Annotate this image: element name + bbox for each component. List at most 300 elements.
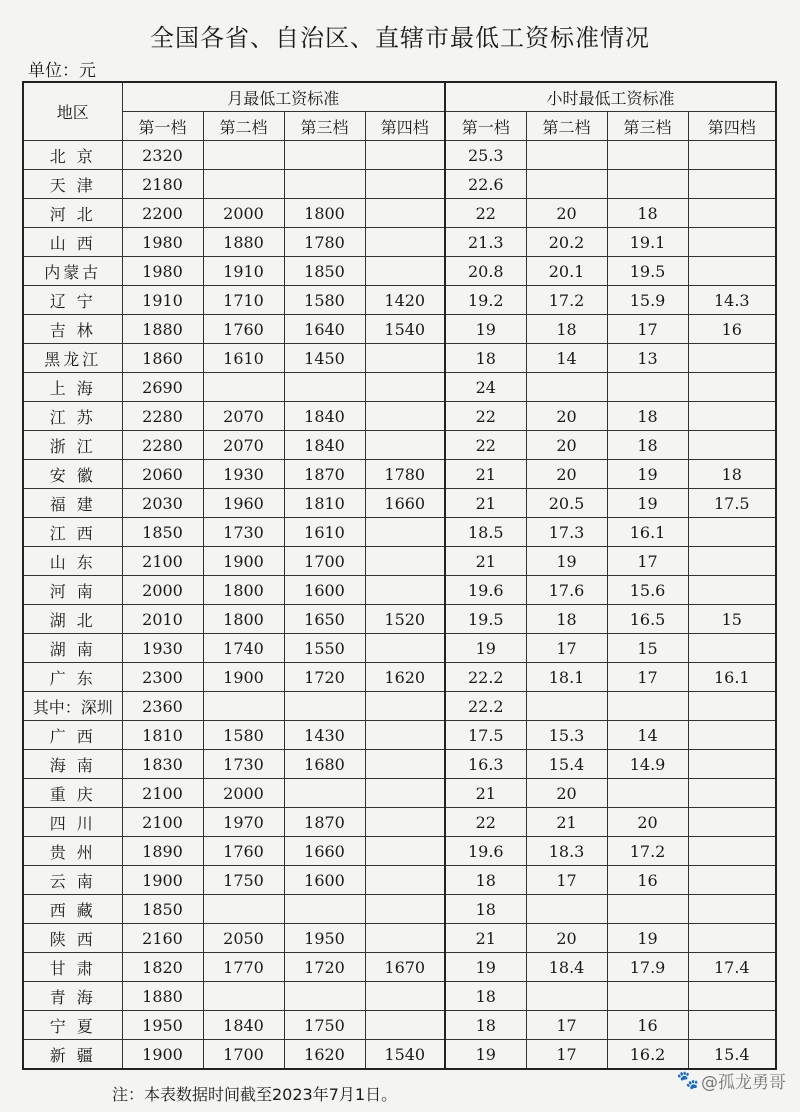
monthly-wage-cell (284, 141, 365, 170)
table-row (23, 460, 776, 489)
hourly-wage-cell: 19.6 (445, 576, 526, 605)
table-row (23, 692, 776, 721)
hourly-wage-cell: 19.5 (445, 605, 526, 634)
hourly-wage-cell (688, 141, 776, 170)
hourly-tier-header: 第二档 (526, 112, 607, 141)
monthly-wage-cell (365, 982, 445, 1011)
region-cell: 浙 江 (23, 431, 122, 460)
monthly-wage-cell: 2200 (122, 199, 203, 228)
monthly-wage-cell (365, 518, 445, 547)
monthly-wage-cell: 1730 (203, 750, 284, 779)
region-cell: 青 海 (23, 982, 122, 1011)
hourly-wage-cell: 19.6 (445, 837, 526, 866)
hourly-wage-cell (688, 982, 776, 1011)
monthly-wage-cell: 1730 (203, 518, 284, 547)
monthly-wage-cell: 1520 (365, 605, 445, 634)
hourly-wage-cell: 15.4 (526, 750, 607, 779)
hourly-wage-cell: 20.8 (445, 257, 526, 286)
hourly-wage-cell (688, 866, 776, 895)
hourly-wage-cell: 19 (445, 1040, 526, 1070)
monthly-wage-cell: 1840 (284, 402, 365, 431)
region-cell: 宁 夏 (23, 1011, 122, 1040)
monthly-wage-cell: 1910 (122, 286, 203, 315)
table-row (23, 518, 776, 547)
region-cell: 广 西 (23, 721, 122, 750)
monthly-wage-cell: 1880 (122, 982, 203, 1011)
region-cell: 安 徽 (23, 460, 122, 489)
monthly-wage-cell: 1660 (284, 837, 365, 866)
hourly-wage-cell: 20 (526, 460, 607, 489)
region-cell: 陕 西 (23, 924, 122, 953)
monthly-header: 月最低工资标准 (122, 82, 445, 112)
table-row (23, 750, 776, 779)
hourly-wage-cell: 18 (445, 982, 526, 1011)
monthly-wage-cell (365, 808, 445, 837)
hourly-wage-cell (607, 141, 688, 170)
monthly-wage-cell: 1800 (284, 199, 365, 228)
table-row (23, 547, 776, 576)
table-row (23, 721, 776, 750)
table-row (23, 837, 776, 866)
monthly-wage-cell: 1620 (284, 1040, 365, 1070)
region-cell: 北 京 (23, 141, 122, 170)
monthly-wage-cell (284, 170, 365, 199)
hourly-tier-header: 第一档 (445, 112, 526, 141)
monthly-wage-cell: 1970 (203, 808, 284, 837)
hourly-wage-cell (688, 895, 776, 924)
monthly-wage-cell: 1950 (122, 1011, 203, 1040)
hourly-wage-cell (607, 170, 688, 199)
hourly-wage-cell: 17 (607, 315, 688, 344)
monthly-wage-cell: 1760 (203, 837, 284, 866)
hourly-wage-cell: 17 (607, 663, 688, 692)
monthly-wage-cell (365, 402, 445, 431)
hourly-wage-cell (688, 634, 776, 663)
monthly-wage-cell (365, 1011, 445, 1040)
monthly-wage-cell: 1780 (365, 460, 445, 489)
monthly-wage-cell: 1930 (122, 634, 203, 663)
monthly-wage-cell: 2070 (203, 431, 284, 460)
monthly-wage-cell: 1640 (284, 315, 365, 344)
region-cell: 江 西 (23, 518, 122, 547)
monthly-wage-cell: 2010 (122, 605, 203, 634)
monthly-wage-cell (365, 431, 445, 460)
monthly-wage-cell (203, 982, 284, 1011)
hourly-wage-cell: 20.5 (526, 489, 607, 518)
hourly-wage-cell: 19 (607, 460, 688, 489)
monthly-wage-cell (365, 170, 445, 199)
hourly-wage-cell (688, 576, 776, 605)
monthly-wage-cell: 1840 (203, 1011, 284, 1040)
hourly-wage-cell: 16 (688, 315, 776, 344)
hourly-wage-cell: 15 (688, 605, 776, 634)
hourly-wage-cell: 19.1 (607, 228, 688, 257)
hourly-wage-cell: 20 (526, 779, 607, 808)
monthly-wage-cell: 1820 (122, 953, 203, 982)
hourly-wage-cell (526, 982, 607, 1011)
monthly-wage-cell: 2030 (122, 489, 203, 518)
region-cell: 天 津 (23, 170, 122, 199)
monthly-wage-cell: 2100 (122, 779, 203, 808)
monthly-wage-cell: 1800 (203, 576, 284, 605)
hourly-wage-cell (688, 692, 776, 721)
hourly-wage-cell: 18 (607, 199, 688, 228)
monthly-wage-cell: 1600 (284, 576, 365, 605)
hourly-wage-cell: 16 (607, 1011, 688, 1040)
monthly-wage-cell: 1910 (203, 257, 284, 286)
hourly-wage-cell: 19.5 (607, 257, 688, 286)
monthly-wage-cell: 1880 (203, 228, 284, 257)
hourly-wage-cell: 18.5 (445, 518, 526, 547)
monthly-wage-cell: 1700 (203, 1040, 284, 1070)
hourly-wage-cell: 17 (526, 1040, 607, 1070)
monthly-wage-cell: 1670 (365, 953, 445, 982)
region-header: 地区 (23, 82, 122, 141)
monthly-tier-header: 第一档 (122, 112, 203, 141)
hourly-wage-cell (526, 141, 607, 170)
hourly-wage-cell (526, 692, 607, 721)
monthly-wage-cell (203, 373, 284, 402)
hourly-wage-cell: 20 (526, 924, 607, 953)
hourly-wage-cell: 17 (526, 866, 607, 895)
hourly-wage-cell: 17.2 (607, 837, 688, 866)
hourly-wage-cell: 18 (445, 344, 526, 373)
hourly-wage-cell: 17.5 (445, 721, 526, 750)
hourly-wage-cell (688, 721, 776, 750)
hourly-wage-cell: 15.9 (607, 286, 688, 315)
table-row (23, 953, 776, 982)
monthly-wage-cell (365, 692, 445, 721)
monthly-wage-cell: 1980 (122, 257, 203, 286)
monthly-wage-cell (365, 373, 445, 402)
header-row-groups (23, 82, 776, 112)
hourly-wage-cell: 15.3 (526, 721, 607, 750)
hourly-wage-cell (688, 750, 776, 779)
monthly-wage-cell: 1610 (284, 518, 365, 547)
hourly-wage-cell: 19 (607, 489, 688, 518)
region-cell: 辽 宁 (23, 286, 122, 315)
hourly-wage-cell: 18.1 (526, 663, 607, 692)
table-row (23, 170, 776, 199)
hourly-wage-cell: 13 (607, 344, 688, 373)
table-row (23, 373, 776, 402)
table-row (23, 779, 776, 808)
region-cell: 重 庆 (23, 779, 122, 808)
monthly-wage-cell: 1420 (365, 286, 445, 315)
monthly-wage-cell: 2060 (122, 460, 203, 489)
hourly-wage-cell: 18.3 (526, 837, 607, 866)
region-cell: 河 南 (23, 576, 122, 605)
hourly-wage-cell: 21 (445, 460, 526, 489)
hourly-wage-cell: 18.4 (526, 953, 607, 982)
hourly-wage-cell: 20 (526, 431, 607, 460)
hourly-wage-cell (607, 895, 688, 924)
hourly-wage-cell (688, 431, 776, 460)
monthly-wage-cell: 1900 (122, 1040, 203, 1070)
monthly-wage-cell: 1720 (284, 953, 365, 982)
monthly-tier-header: 第四档 (365, 112, 445, 141)
monthly-wage-cell: 2100 (122, 547, 203, 576)
monthly-wage-cell: 1870 (284, 808, 365, 837)
hourly-wage-cell: 21.3 (445, 228, 526, 257)
monthly-wage-cell: 1680 (284, 750, 365, 779)
monthly-wage-cell (365, 779, 445, 808)
region-cell: 广 东 (23, 663, 122, 692)
hourly-wage-cell: 20.2 (526, 228, 607, 257)
hourly-wage-cell: 22.2 (445, 663, 526, 692)
hourly-wage-cell: 17.6 (526, 576, 607, 605)
region-cell: 云 南 (23, 866, 122, 895)
hourly-wage-cell: 17.3 (526, 518, 607, 547)
table-row (23, 402, 776, 431)
hourly-wage-cell: 15.4 (688, 1040, 776, 1070)
monthly-wage-cell: 1860 (122, 344, 203, 373)
hourly-wage-cell: 18 (607, 431, 688, 460)
hourly-wage-cell (688, 1011, 776, 1040)
monthly-wage-cell (365, 344, 445, 373)
hourly-wage-cell: 21 (445, 547, 526, 576)
hourly-wage-cell (607, 779, 688, 808)
hourly-wage-cell: 22 (445, 431, 526, 460)
hourly-wage-cell: 22 (445, 402, 526, 431)
monthly-wage-cell (284, 982, 365, 1011)
hourly-wage-cell: 17.9 (607, 953, 688, 982)
monthly-wage-cell: 1830 (122, 750, 203, 779)
monthly-wage-cell: 2000 (203, 199, 284, 228)
table-row (23, 1011, 776, 1040)
monthly-wage-cell: 1810 (122, 721, 203, 750)
monthly-wage-cell (365, 547, 445, 576)
monthly-wage-cell: 2360 (122, 692, 203, 721)
watermark (677, 1068, 786, 1093)
monthly-wage-cell: 1540 (365, 1040, 445, 1070)
hourly-wage-cell (688, 547, 776, 576)
table-row (23, 866, 776, 895)
monthly-wage-cell (365, 141, 445, 170)
monthly-wage-cell: 2000 (122, 576, 203, 605)
monthly-wage-cell: 1930 (203, 460, 284, 489)
monthly-wage-cell (284, 692, 365, 721)
hourly-tier-header: 第三档 (607, 112, 688, 141)
table-row (23, 808, 776, 837)
monthly-wage-cell: 1850 (122, 895, 203, 924)
monthly-wage-cell: 1580 (284, 286, 365, 315)
region-cell: 其中：深圳 (23, 692, 122, 721)
monthly-wage-cell: 2100 (122, 808, 203, 837)
monthly-wage-cell: 1450 (284, 344, 365, 373)
table-row (23, 199, 776, 228)
hourly-wage-cell (688, 257, 776, 286)
monthly-wage-cell (365, 721, 445, 750)
monthly-wage-cell: 2070 (203, 402, 284, 431)
monthly-wage-cell: 1800 (203, 605, 284, 634)
watermark-text: @孤龙勇哥 (701, 1073, 786, 1093)
monthly-wage-cell: 1880 (122, 315, 203, 344)
hourly-wage-cell: 19 (445, 953, 526, 982)
region-cell: 甘 肃 (23, 953, 122, 982)
monthly-wage-cell: 1810 (284, 489, 365, 518)
hourly-wage-cell (688, 779, 776, 808)
table-row (23, 489, 776, 518)
hourly-wage-cell: 15 (607, 634, 688, 663)
monthly-wage-cell: 1610 (203, 344, 284, 373)
hourly-tier-header: 第四档 (688, 112, 776, 141)
hourly-wage-cell: 25.3 (445, 141, 526, 170)
region-cell: 新 疆 (23, 1040, 122, 1070)
monthly-wage-cell: 1750 (284, 1011, 365, 1040)
hourly-wage-cell (607, 373, 688, 402)
table-row (23, 344, 776, 373)
monthly-wage-cell: 1720 (284, 663, 365, 692)
region-cell: 福 建 (23, 489, 122, 518)
hourly-wage-cell: 19 (445, 315, 526, 344)
hourly-wage-cell (526, 895, 607, 924)
region-cell: 河 北 (23, 199, 122, 228)
hourly-wage-cell: 19.2 (445, 286, 526, 315)
monthly-wage-cell: 2280 (122, 431, 203, 460)
table-row (23, 228, 776, 257)
monthly-wage-cell: 2280 (122, 402, 203, 431)
monthly-wage-cell: 1700 (284, 547, 365, 576)
hourly-header: 小时最低工资标准 (445, 82, 776, 112)
monthly-wage-cell (365, 837, 445, 866)
monthly-wage-cell: 1890 (122, 837, 203, 866)
hourly-wage-cell: 17 (526, 634, 607, 663)
minimum-wage-table (22, 81, 777, 1070)
monthly-wage-cell: 1960 (203, 489, 284, 518)
table-row (23, 286, 776, 315)
hourly-wage-cell: 18 (445, 895, 526, 924)
hourly-wage-cell: 18 (526, 315, 607, 344)
region-cell: 内蒙古 (23, 257, 122, 286)
table-row (23, 663, 776, 692)
monthly-wage-cell: 1770 (203, 953, 284, 982)
hourly-wage-cell: 19 (526, 547, 607, 576)
hourly-wage-cell: 20 (526, 402, 607, 431)
monthly-wage-cell: 1550 (284, 634, 365, 663)
footnote: 注：本表数据时间截至2023年7月1日。 (112, 1085, 398, 1104)
monthly-wage-cell: 1950 (284, 924, 365, 953)
monthly-wage-cell: 1600 (284, 866, 365, 895)
hourly-wage-cell (526, 373, 607, 402)
hourly-wage-cell: 21 (445, 779, 526, 808)
hourly-wage-cell (688, 924, 776, 953)
header-row-tiers (23, 112, 776, 141)
paw-logo-icon: 🐾 (676, 1070, 699, 1091)
hourly-wage-cell: 14.3 (688, 286, 776, 315)
page-title: 全国各省、自治区、直辖市最低工资标准情况 (150, 24, 650, 52)
monthly-wage-cell (365, 924, 445, 953)
hourly-wage-cell: 16.3 (445, 750, 526, 779)
region-cell: 吉 林 (23, 315, 122, 344)
monthly-wage-cell: 1900 (122, 866, 203, 895)
monthly-wage-cell: 1850 (284, 257, 365, 286)
hourly-wage-cell: 24 (445, 373, 526, 402)
hourly-wage-cell (607, 692, 688, 721)
monthly-wage-cell (365, 576, 445, 605)
region-cell: 贵 州 (23, 837, 122, 866)
hourly-wage-cell: 21 (445, 489, 526, 518)
region-cell: 江 苏 (23, 402, 122, 431)
monthly-tier-header: 第三档 (284, 112, 365, 141)
monthly-wage-cell (365, 257, 445, 286)
hourly-wage-cell (688, 170, 776, 199)
monthly-wage-cell: 2180 (122, 170, 203, 199)
region-cell: 海 南 (23, 750, 122, 779)
table-row (23, 1040, 776, 1070)
hourly-wage-cell: 14 (526, 344, 607, 373)
region-cell: 西 藏 (23, 895, 122, 924)
hourly-wage-cell: 22.6 (445, 170, 526, 199)
monthly-wage-cell: 2320 (122, 141, 203, 170)
monthly-wage-cell: 1850 (122, 518, 203, 547)
hourly-wage-cell: 21 (445, 924, 526, 953)
monthly-wage-cell: 1650 (284, 605, 365, 634)
region-cell: 黑龙江 (23, 344, 122, 373)
monthly-wage-cell (203, 895, 284, 924)
monthly-wage-cell (203, 692, 284, 721)
unit-label: 单位：元 (28, 61, 96, 81)
hourly-wage-cell: 19 (607, 924, 688, 953)
monthly-wage-cell: 2300 (122, 663, 203, 692)
monthly-wage-cell: 1980 (122, 228, 203, 257)
monthly-tier-header: 第二档 (203, 112, 284, 141)
hourly-wage-cell: 17.5 (688, 489, 776, 518)
hourly-wage-cell: 20 (607, 808, 688, 837)
table-row (23, 315, 776, 344)
monthly-wage-cell: 1710 (203, 286, 284, 315)
hourly-wage-cell: 15.6 (607, 576, 688, 605)
monthly-wage-cell: 2050 (203, 924, 284, 953)
table-row (23, 982, 776, 1011)
monthly-wage-cell (203, 170, 284, 199)
hourly-wage-cell (688, 837, 776, 866)
hourly-wage-cell: 22 (445, 808, 526, 837)
hourly-wage-cell: 14.9 (607, 750, 688, 779)
hourly-wage-cell (526, 170, 607, 199)
table-body (23, 141, 776, 1070)
hourly-wage-cell: 16 (607, 866, 688, 895)
hourly-wage-cell: 17 (607, 547, 688, 576)
hourly-wage-cell (688, 199, 776, 228)
monthly-wage-cell (365, 895, 445, 924)
table-row (23, 605, 776, 634)
hourly-wage-cell: 16.2 (607, 1040, 688, 1070)
hourly-wage-cell: 17 (526, 1011, 607, 1040)
monthly-wage-cell (365, 866, 445, 895)
monthly-wage-cell: 1580 (203, 721, 284, 750)
monthly-wage-cell: 1840 (284, 431, 365, 460)
monthly-wage-cell (203, 141, 284, 170)
hourly-wage-cell: 16.5 (607, 605, 688, 634)
hourly-wage-cell (688, 518, 776, 547)
hourly-wage-cell: 16.1 (688, 663, 776, 692)
monthly-wage-cell: 2160 (122, 924, 203, 953)
hourly-wage-cell: 18 (445, 1011, 526, 1040)
table-row (23, 634, 776, 663)
monthly-wage-cell: 1900 (203, 547, 284, 576)
monthly-wage-cell: 2690 (122, 373, 203, 402)
hourly-wage-cell (688, 808, 776, 837)
hourly-wage-cell: 20.1 (526, 257, 607, 286)
table-row (23, 924, 776, 953)
monthly-wage-cell: 1740 (203, 634, 284, 663)
hourly-wage-cell (607, 982, 688, 1011)
hourly-wage-cell: 20 (526, 199, 607, 228)
monthly-wage-cell: 1750 (203, 866, 284, 895)
monthly-wage-cell (365, 634, 445, 663)
region-cell: 上 海 (23, 373, 122, 402)
